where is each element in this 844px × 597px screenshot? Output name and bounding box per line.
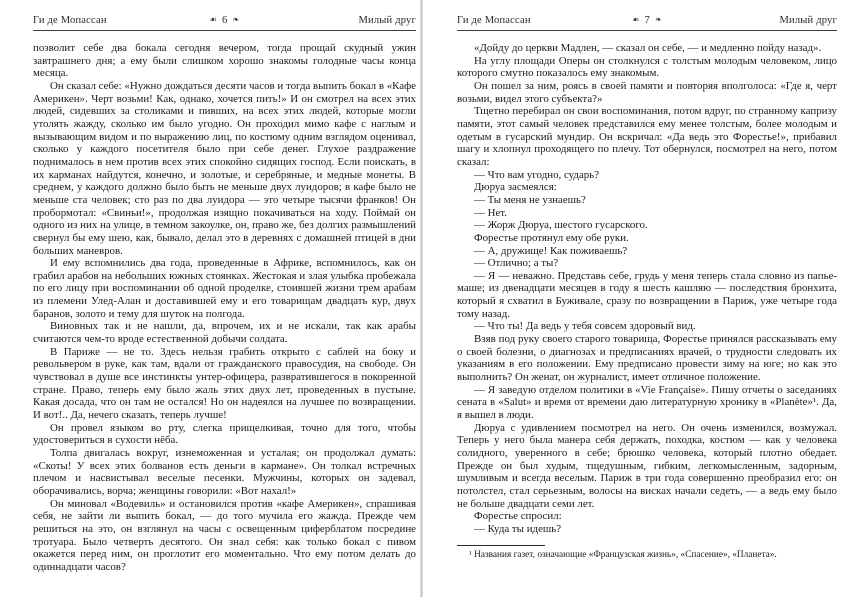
paragraph: — Что вам угодно, сударь? (474, 168, 600, 181)
right-page-body (457, 42, 837, 536)
paragraph: — Отлично; а ты? (474, 257, 559, 270)
footnote-text: ¹ Названия газет, означающие «Французская жизнь», «Спасение», «Планета». (469, 549, 777, 560)
running-title: Милый друг (779, 15, 838, 26)
paragraph: позволит себе два бокала сегодня вечером, тогда прощай скудный ужин завтрашнего дня; а ему были слишком хорошо знакомы голодные часы конца месяца. (33, 42, 416, 80)
paragraph: — А, дружище! Как поживаешь? (474, 244, 628, 257)
paragraph: Форестье спросил: (474, 510, 562, 523)
paragraph: Он миновал «Водевиль» и остановился против «кафе Америкен», спрашивая себя, не зайти ли выпить бокал, — до того мучила его жажда. Прежде чем решиться на это, он взглянул на часы с освещенным циферблатом посредине тротуара. Было четверть десятого. Он знал себя: как только бокал с пивом окажется перед ним, он проглотит его моментально. Что ему потом делать до одиннадцати часов? (33, 497, 416, 573)
paragraph: Дюруа засмеялся: (474, 181, 557, 194)
paragraph: Виновных так и не нашли, да, впрочем, их и не искали, так как арабы считаются чем-то вроде естественной добычи солдата. (33, 320, 416, 346)
page-number: 6 (222, 15, 228, 26)
paragraph: Он пошел за ним, роясь в своей памяти и повторяя вполголоса: «Где я, черт возьми, видел этого субъекта?» (457, 79, 837, 105)
left-page-header (33, 15, 416, 31)
paragraph: — Я заведую отделом политики в «Vie Française». Пишу отчеты о заседаниях сената в «Salut» и время от времени даю литературную хронику в «Planète»¹. Да, я вышел в люди. (457, 383, 837, 422)
page-number-group (632, 15, 662, 26)
fleuron-right-icon: ❧ (232, 15, 240, 24)
running-title: Милый друг (358, 15, 417, 26)
paragraph: Форестье протянул ему обе руки. (474, 231, 629, 244)
fleuron-right-icon: ❧ (654, 15, 662, 24)
right-page-header (457, 15, 837, 31)
running-author: Ги де Мопассан (457, 15, 531, 26)
running-author: Ги де Мопассан (33, 15, 107, 26)
paragraph: Он сказал себе: «Нужно дождаться десяти часов и тогда выпить бокал в «Кафе Америкен». Черт возьми! Как, однако, хочется пить!» И он смотрел на всех этих людей, сидевших за столиками и пивших, на всех этих людей, которые могли утолять жажду, сколько им было угодно. Он проходил мимо кафе с наглым и вызывающим видом и по выражению лиц, по костюму одним взглядом оценивал, сколько у каждого посетителя было при себе денег. Глухое раздражение поднималось в нем против всех этих спокойно сидящих господ. Если поискать, в их карманах найдутся, конечно, и золотые, и серебряные, и медные монеты. В среднем, у каждого должно было быть не меньше двух луидоров; в кафе было не меньше ста человек; сто раз по два луидора — это четыре тысячи франков! Он пробормотал: «Свиньи!», продолжая изящно покачиваться на ходу. Поймай он одного из них на улице, в темном закоулке, он, право же, без долгих размышлений свернул бы ему шею, как, бывало, делал это в деревнях с домашней птицей в дни больших маневров. (33, 79, 416, 257)
footnote-rule (457, 545, 545, 546)
paragraph: Он провел языком во рту, слегка прищелкивая, точно для того, чтобы удостовериться в сухости нёба. (33, 421, 416, 447)
paragraph: — Я — неважно. Представь себе, грудь у меня теперь стала словно из папье-маше; из двенадцати месяцев в году я шесть кашляю — последствия бронхита, который я схватил в Буживале, сразу по возвращении в Париж, уже четыре года тому назад. (457, 269, 837, 320)
fleuron-left-icon: ☙ (209, 15, 218, 24)
left-page (0, 0, 420, 597)
page-number-group (210, 15, 240, 26)
paragraph: Тщетно перебирал он свои воспоминания, потом вдруг, по странному капризу памяти, этот самый человек представился ему менее толстым, более молодым и одетым в гусарский мундир. Он вскричал: «Да ведь это Форестье!», прибавил шагу и хлопнул проходящего по плечу. Тот обернулся, посмотрел на него, потом сказал: (457, 105, 837, 168)
paragraph: — Ты меня не узнаешь? (474, 193, 586, 206)
paragraph: Взяв под руку своего старого товарища, Форестье принялся рассказывать ему о своей болезни, о диагнозах и предписаниях врачей, о трудности следовать их указаниям в его положении. Ему предписано провести зиму на юге; но как это выполнить? Он женат, он журналист, имеет отличное положение. (457, 333, 837, 384)
paragraph: «Дойду до церкви Мадлен, — сказал он себе, — и медленно пойду назад». (474, 42, 822, 54)
footnote (457, 545, 837, 562)
paragraph: — Куда ты идешь? (474, 522, 562, 535)
paragraph: На углу площади Оперы он столкнулся с толстым молодым человеком, лицо которого смутно показалось ему знакомым. (457, 54, 837, 80)
paragraph: И ему вспомнились два года, проведенные в Африке, вспомнилось, как он грабил арабов на небольших южных стоянках. Жестокая и злая улыбка пробежала по его лицу при воспоминании об одной проделке, стоившей жизни трем арабам из племени Улед-Алан и доставившей ему и его товарищам двадцать кур, двух баранов, золото и тему для шуток на полгода. (33, 257, 416, 320)
paragraph: — Жорж Дюруа, шестого гусарского. (474, 219, 648, 232)
paragraph: — Нет. (474, 206, 507, 219)
fleuron-left-icon: ☙ (632, 15, 640, 24)
paragraph: Дюруа с удивлением посмотрел на него. Он очень изменился, возмужал. Теперь у него была манера себя держать, походка, костюм — как у человека солидного, уверенного в себе; брюшко человека, который плотно обедает. Прежде он был худым, тщедушным, гибким, легкомысленным, задорным, шумливым и всегда веселым. Париж в три года совершенно преобразил его: он потолстел, стал серьезным, волосы на висках начали седеть, — а ведь ему было не больше двадцати семи лет. (457, 421, 837, 510)
paragraph: — Что ты! Да ведь у тебя совсем здоровый вид. (474, 320, 696, 333)
left-page-body (33, 42, 416, 574)
paragraph: Толпа двигалась вокруг, изнеможенная и усталая; он продолжал думать: «Скоты! У всех этих болванов есть деньги в кармане». Он толкал встречных плечом и насвистывал веселые песенки. Мужчины, которых он задевал, оборачивались, ворча; женщины говорили: «Вот нахал!» (33, 447, 416, 497)
right-page (423, 0, 844, 597)
paragraph: В Париже — не то. Здесь нельзя грабить открыто с саблей на боку и револьвером в руке, как там, вдали от гражданского правосудия, на свободе. Он чувствовал в душе все инстинкты унтер-офицера, развратившегося в покоренной стране. Право, теперь ему было жаль этих двух лет, проведенных в пустыне. Какая досада, что он там не остался! Но он надеялся на лучшее по возвращении. И вот!.. Да, нечего сказать, теперь лучше! (33, 345, 416, 422)
page-number: 7 (644, 15, 650, 26)
